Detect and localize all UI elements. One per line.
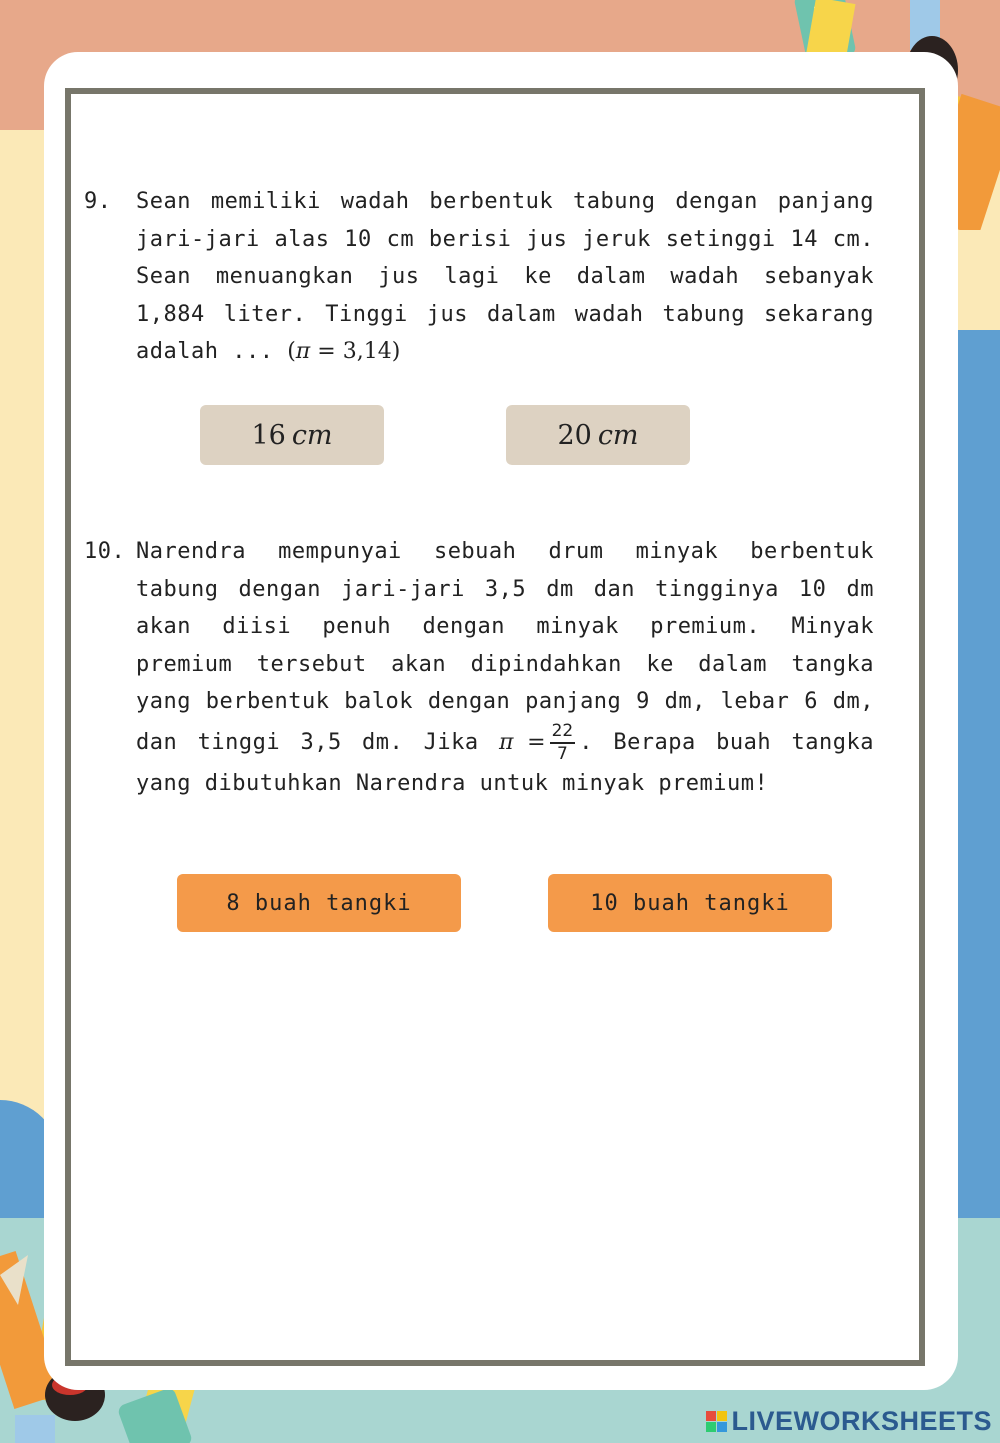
option-label: 10 buah tangki xyxy=(590,890,790,916)
answer-option[interactable] xyxy=(200,405,384,465)
fraction-denominator: 7 xyxy=(556,743,568,764)
question-text: Sean memiliki wadah berbentuk tabung dengan panjang jari-jari alas 10 cm berisi jus jeruk setinggi 14 cm. Sean menuangkan jus lagi ke dalam wadah sebanyak 1,884 liter. Tinggi jus dalam wadah tabung sekarang adalah ... xyxy=(136,189,874,364)
question-number: 10. xyxy=(84,539,126,564)
question-text-end: . Berapa buah tangka yang dibutuhkan Narendra untuk minyak premium! xyxy=(136,729,874,796)
equals-sign: = xyxy=(317,339,336,364)
pi-formula: (π = 3,14) xyxy=(287,339,401,364)
liveworksheets-logo[interactable] xyxy=(706,1406,992,1437)
logo-icon xyxy=(706,1411,727,1432)
pi-value: 3,14 xyxy=(342,339,392,364)
answer-option[interactable] xyxy=(506,405,690,465)
pi-fraction xyxy=(550,721,576,765)
fraction-numerator: 22 xyxy=(550,721,576,744)
answer-option[interactable] xyxy=(548,874,832,932)
question-number: 9. xyxy=(84,189,112,214)
option-value: 20 xyxy=(557,419,592,451)
brand-name: LIVEWORKSHEETS xyxy=(731,1406,992,1436)
answer-option[interactable] xyxy=(177,874,461,932)
question-9 xyxy=(84,183,874,371)
question-10 xyxy=(84,533,874,802)
option-value: 16 xyxy=(251,419,286,451)
option-unit: cm xyxy=(291,419,333,451)
pi-formula xyxy=(499,720,579,764)
question-text: Narendra mempunyai sebuah drum minyak berbentuk tabung dengan jari-jari 3,5 dm dan tingginya 10 dm akan diisi penuh dengan minyak premium. Minyak premium tersebut akan dipindahkan ke dalam tangka yang berbentuk balok dengan panjang 9 dm, lebar 6 dm, dan tinggi 3,5 dm. Jika xyxy=(136,539,874,755)
option-label: 8 buah tangki xyxy=(226,890,412,916)
option-unit: cm xyxy=(597,419,639,451)
pi-symbol: π xyxy=(295,339,311,364)
pi-symbol: π xyxy=(499,729,514,755)
equals-sign: = xyxy=(527,729,546,755)
